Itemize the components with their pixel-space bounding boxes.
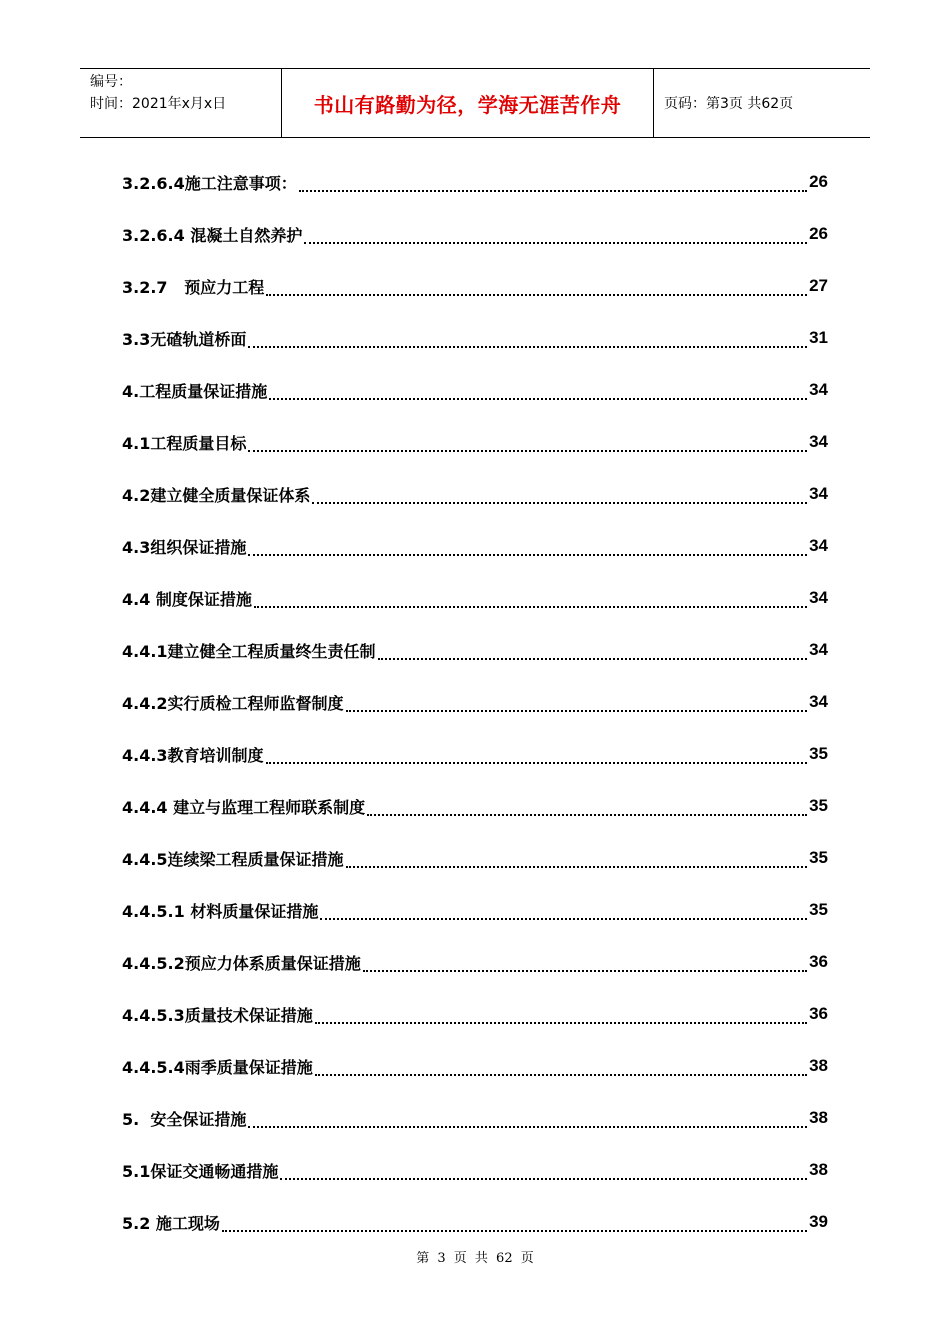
toc-entry-page: 36: [809, 1004, 828, 1023]
toc-entry-title: 4.1工程质量目标: [122, 433, 247, 453]
toc-entry[interactable]: [122, 936, 828, 988]
toc-entry[interactable]: [122, 520, 828, 572]
toc-entry[interactable]: [122, 1144, 828, 1196]
toc-entry-title: 4.4.5.3质量技术保证措施: [122, 1005, 313, 1025]
toc-entry-title: 4.3组织保证措施: [122, 537, 247, 557]
toc-entry-title: 4.4.4 建立与监理工程师联系制度: [122, 797, 366, 817]
header-left-cell: [80, 69, 282, 137]
toc-leader-dots: [266, 281, 807, 296]
toc-leader-dots: [299, 177, 807, 192]
toc-leader-dots: [304, 229, 807, 244]
header-page-info: 页码：第3页 共62页: [664, 96, 794, 112]
toc-entry[interactable]: [122, 1196, 828, 1248]
toc-leader-dots: [269, 385, 807, 400]
toc-entry-title: 5.1保证交通畅通措施: [122, 1161, 279, 1181]
toc-entry[interactable]: [122, 364, 828, 416]
toc-entry-page: 34: [809, 692, 828, 711]
number-label: 编号：: [90, 74, 132, 90]
toc-entry[interactable]: [122, 208, 828, 260]
toc-entry-title: 4.4.2实行质检工程师监督制度: [122, 693, 344, 713]
toc-entry-title: 4.4.5连续梁工程质量保证措施: [122, 849, 344, 869]
toc-entry[interactable]: [122, 572, 828, 624]
toc-leader-dots: [266, 749, 808, 764]
header-motto: 书山有路勤为径，学海无涯苦作舟: [282, 69, 654, 137]
page-header: [80, 68, 870, 138]
toc-leader-dots: [346, 697, 808, 712]
toc-entry-page: 35: [809, 900, 828, 919]
toc-entry[interactable]: [122, 416, 828, 468]
toc-entry-title: 4.4.5.4雨季质量保证措施: [122, 1057, 313, 1077]
toc-entry-page: 35: [809, 744, 828, 763]
toc-entry[interactable]: [122, 676, 828, 728]
toc-entry-page: 39: [809, 1212, 828, 1231]
toc-leader-dots: [346, 853, 808, 868]
toc-entry-page: 26: [809, 224, 828, 243]
toc-entry-title: 4.4.3教育培训制度: [122, 745, 264, 765]
toc-entry-page: 38: [809, 1056, 828, 1075]
toc-entry-title: 4.工程质量保证措施: [122, 381, 268, 401]
toc-leader-dots: [248, 541, 807, 556]
toc-entry-title: 3.2.7 预应力工程: [122, 277, 265, 297]
toc-entry-page: 34: [809, 484, 828, 503]
toc-entry-title: 3.3无碴轨道桥面: [122, 329, 247, 349]
page-footer: 第 3 页 共 62 页: [416, 1251, 534, 1266]
toc-entry[interactable]: [122, 728, 828, 780]
toc-entry[interactable]: [122, 884, 828, 936]
toc-entry-title: 4.4 制度保证措施: [122, 589, 252, 609]
toc-entry[interactable]: [122, 780, 828, 832]
toc-leader-dots: [254, 593, 807, 608]
toc-entry[interactable]: [122, 832, 828, 884]
toc-leader-dots: [367, 801, 807, 816]
table-of-contents: [122, 156, 828, 1248]
toc-leader-dots: [363, 957, 807, 972]
toc-entry-page: 35: [809, 848, 828, 867]
toc-leader-dots: [320, 905, 807, 920]
toc-leader-dots: [378, 645, 808, 660]
toc-entry-page: 35: [809, 796, 828, 815]
toc-entry-page: 34: [809, 640, 828, 659]
toc-entry-page: 26: [809, 172, 828, 191]
toc-entry-title: 3.2.6.4 混凝土自然养护: [122, 225, 303, 245]
toc-entry[interactable]: [122, 1092, 828, 1144]
toc-entry[interactable]: [122, 1040, 828, 1092]
toc-entry-title: 5.2 施工现场: [122, 1213, 220, 1233]
toc-entry-page: 38: [809, 1108, 828, 1127]
toc-entry-page: 31: [809, 328, 828, 347]
toc-entry-page: 34: [809, 536, 828, 555]
toc-leader-dots: [248, 333, 807, 348]
toc-entry-page: 34: [809, 380, 828, 399]
toc-entry-page: 34: [809, 432, 828, 451]
toc-entry-title: 4.4.1建立健全工程质量终生责任制: [122, 641, 376, 661]
toc-entry-title: 4.2建立健全质量保证体系: [122, 485, 311, 505]
toc-entry-page: 27: [809, 276, 828, 295]
toc-entry[interactable]: [122, 988, 828, 1040]
toc-leader-dots: [222, 1217, 807, 1232]
toc-entry-page: 36: [809, 952, 828, 971]
toc-entry[interactable]: [122, 468, 828, 520]
toc-entry-page: 34: [809, 588, 828, 607]
toc-leader-dots: [315, 1009, 807, 1024]
toc-leader-dots: [248, 437, 807, 452]
toc-entry-page: 38: [809, 1160, 828, 1179]
toc-entry-title: 5. 安全保证措施: [122, 1109, 247, 1129]
toc-leader-dots: [315, 1061, 807, 1076]
toc-entry[interactable]: [122, 156, 828, 208]
time-label: 时间：2021年x月x日: [90, 96, 227, 112]
toc-entry[interactable]: [122, 624, 828, 676]
toc-entry-title: 4.4.5.1 材料质量保证措施: [122, 901, 319, 921]
toc-leader-dots: [312, 489, 807, 504]
toc-leader-dots: [280, 1165, 807, 1180]
toc-entry-title: 3.2.6.4施工注意事项：: [122, 173, 297, 193]
toc-entry[interactable]: [122, 312, 828, 364]
toc-entry-title: 4.4.5.2预应力体系质量保证措施: [122, 953, 361, 973]
toc-entry[interactable]: [122, 260, 828, 312]
toc-leader-dots: [248, 1113, 807, 1128]
